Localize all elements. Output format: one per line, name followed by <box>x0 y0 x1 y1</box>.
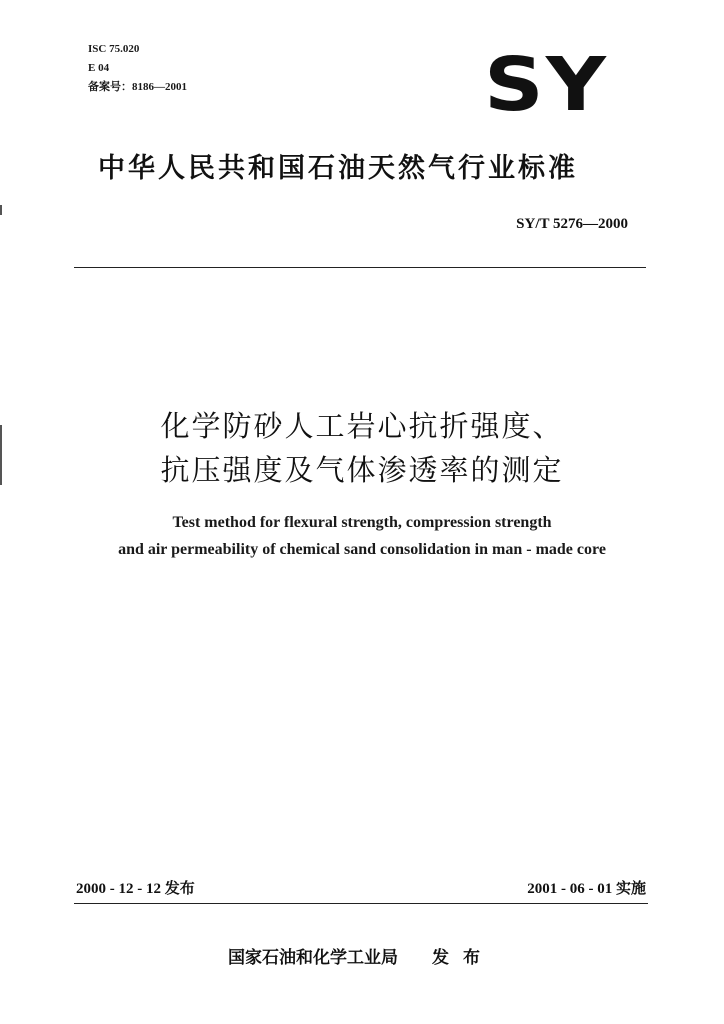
sy-logo: SY <box>484 42 609 128</box>
record-number: 备案号：8186—2001 <box>88 81 187 93</box>
publisher-line <box>228 943 494 968</box>
publish-word: 发布 <box>432 948 494 968</box>
classification-block <box>88 40 187 97</box>
issue-date: 2000 - 12 - 12 发布 <box>76 881 195 897</box>
class-code: E 04 <box>88 62 110 74</box>
standard-title: 中华人民共和国石油天然气行业标准 <box>98 153 578 184</box>
standard-code: SY/T 5276—2000 <box>516 216 628 232</box>
top-divider <box>74 267 646 268</box>
bottom-divider <box>74 903 648 904</box>
effective-date: 2001 - 06 - 01 实施 <box>527 881 646 897</box>
ics-code: ISC 75.020 <box>88 43 140 55</box>
document-title-en-line1: Test method for flexural strength, compression strength <box>172 514 552 531</box>
document-title-cn-line1: 化学防砂人工岩心抗折强度、 <box>160 409 564 443</box>
scan-edge-mark <box>0 205 2 215</box>
publisher-name: 国家石油和化学工业局 <box>228 948 398 968</box>
document-title-en-line2: and air permeability of chemical sand consolidation in man - made core <box>118 541 606 558</box>
document-title-cn-line2: 抗压强度及气体渗透率的测定 <box>160 453 564 487</box>
